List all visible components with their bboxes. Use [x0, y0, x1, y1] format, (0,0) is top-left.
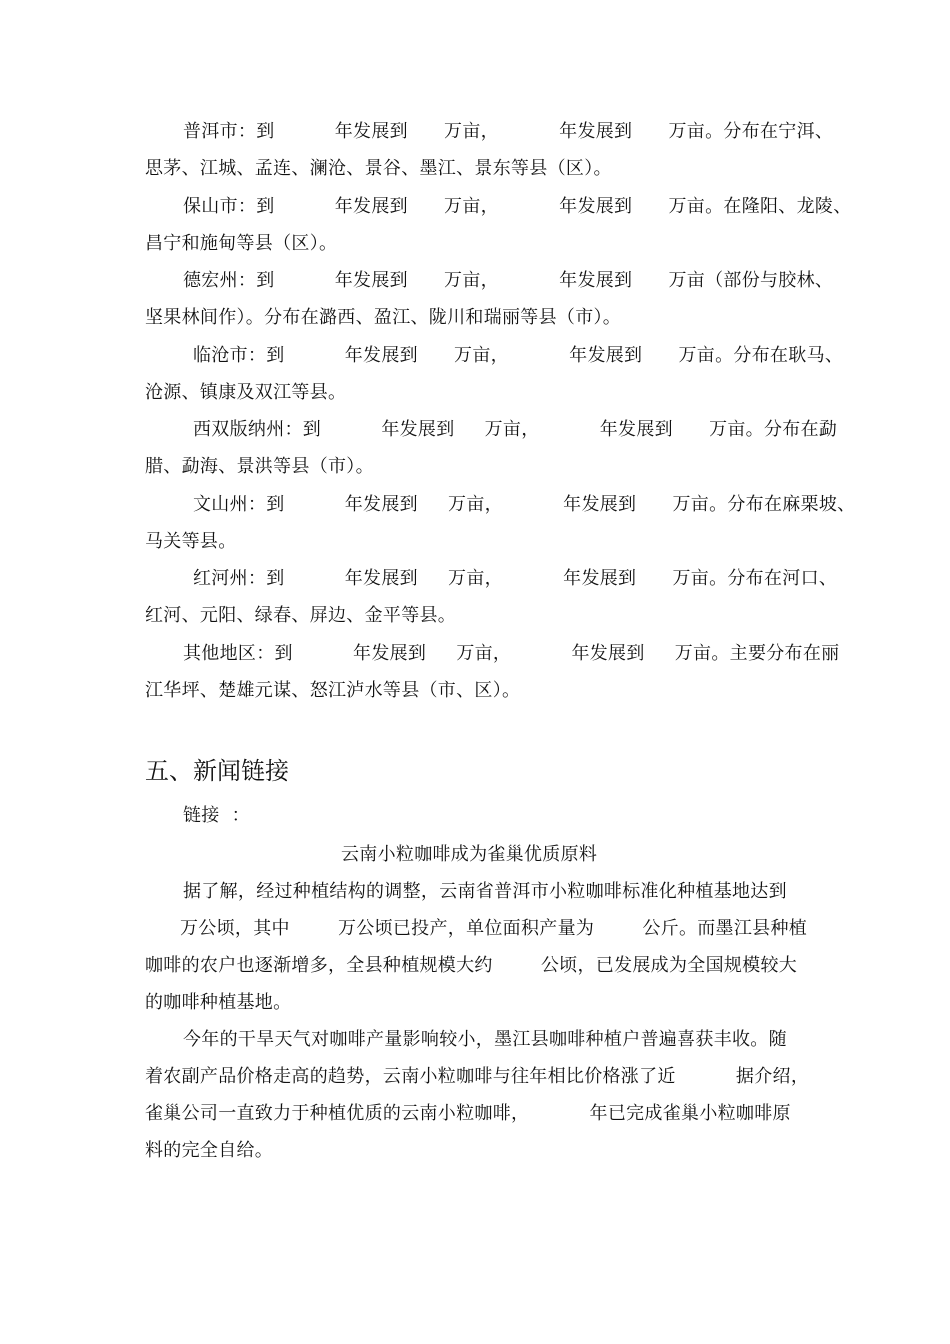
lincang-line-2: 沧源、镇康及双江等县。: [145, 382, 347, 403]
lincang-line-1: 临沧市：到 年发展到 万亩， 年发展到 万亩。分布在耿马、: [193, 345, 844, 366]
article-line-6: 着农副产品价格走高的趋势，云南小粒咖啡与往年相比价格涨了近 据介绍，: [145, 1066, 810, 1087]
wenshan-line-2: 马关等县。: [145, 531, 237, 552]
honghe-line-2: 红河、元阳、绿春、屏边、金平等县。: [145, 605, 457, 626]
article-line-3: 咖啡的农户也逐渐增多，全县种植规模大约 公顷，已发展成为全国规模较大: [145, 955, 798, 976]
article-line-5: 今年的干旱天气对咖啡产量影响较小，墨江县咖啡种植户普遍喜获丰收。随: [183, 1029, 787, 1050]
article-line-1: 据了解，经过种植结构的调整，云南省普洱市小粒咖啡标准化种植基地达到: [183, 881, 787, 902]
xishuangbanna-line-2: 腊、勐海、景洪等县（市）。: [145, 456, 374, 477]
link-label: 链接 ：: [183, 805, 250, 826]
article-line-4: 的咖啡种植基地。: [145, 992, 292, 1013]
article-line-8: 料的完全自给。: [145, 1140, 274, 1161]
puer-line-2: 思茅、江城、孟连、澜沧、景谷、墨江、景东等县（区）。: [145, 158, 612, 179]
dehong-line-2: 坚果林间作）。分布在潞西、盈江、陇川和瑞丽等县（市）。: [145, 307, 622, 328]
article-title: 云南小粒咖啡成为雀巢优质原料: [341, 844, 598, 865]
other-line-2: 江华坪、楚雄元谋、怒江泸水等县（市、区）。: [145, 680, 521, 701]
section-heading: 五、新闻链接: [145, 757, 289, 785]
dehong-line-1: 德宏州：到 年发展到 万亩， 年发展到 万亩（部份与胶林、: [183, 270, 834, 291]
baoshan-line-2: 昌宁和施甸等县（区）。: [145, 233, 338, 254]
baoshan-line-1: 保山市：到 年发展到 万亩， 年发展到 万亩。在隆阳、龙陵、: [183, 196, 852, 217]
puer-line-1: 普洱市：到 年发展到 万亩， 年发展到 万亩。分布在宁洱、: [183, 121, 834, 142]
article-line-2: 万公顷，其中 万公顷已投产，单位面积产量为 公斤。而墨江县种植: [180, 918, 808, 939]
article-line-7: 雀巢公司一直致力于种植优质的云南小粒咖啡， 年已完成雀巢小粒咖啡原: [145, 1103, 791, 1124]
honghe-line-1: 红河州：到 年发展到 万亩， 年发展到 万亩。分布在河口、: [193, 568, 838, 589]
xishuangbanna-line-1: 西双版纳州：到 年发展到 万亩， 年发展到 万亩。分布在勐: [193, 419, 838, 440]
wenshan-line-1: 文山州：到 年发展到 万亩， 年发展到 万亩。分布在麻栗坡、: [193, 494, 856, 515]
other-line-1: 其他地区：到 年发展到 万亩， 年发展到 万亩。主要分布在丽: [183, 643, 840, 664]
